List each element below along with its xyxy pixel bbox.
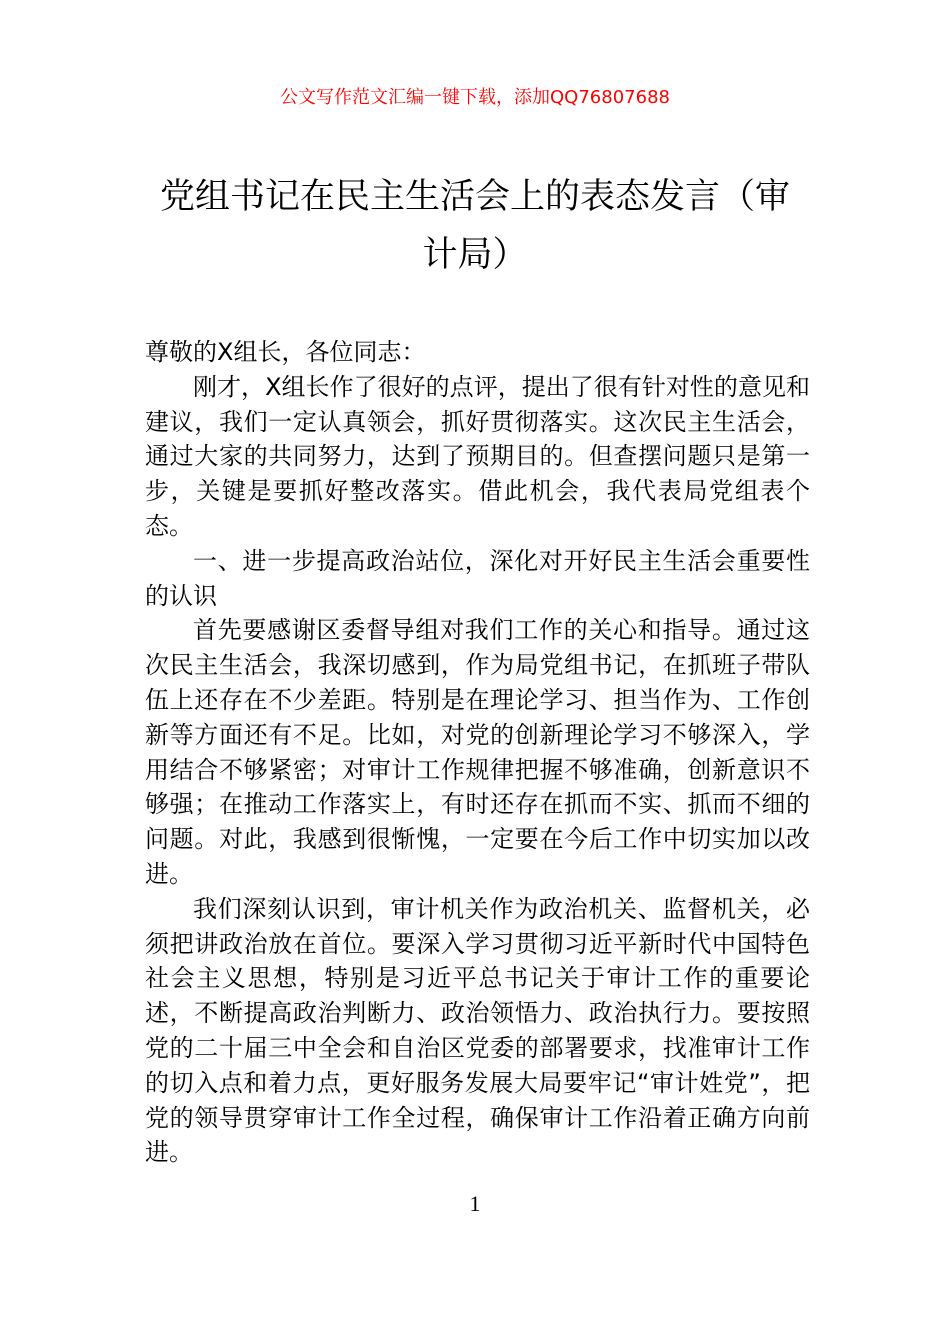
title-line-2: 计局） (422, 235, 528, 275)
body-paragraph: 我们深刻认识到，审计机关作为政治机关、监督机关，必须把讲政治放在首位。要深入学习贯彻习近平新时代中国特色社会主义思想，特别是习近平总书记关于审计工作的重要论述，不断提高政治判断力、政治领悟力、政治执行力。要按照党的二十届三中全会和自治区党委的部署要求，找准审计工作的切入点和着力点，更好服务发展大局要牢记“审计姓党”，把党的领导贯穿审计工作全过程，确保审计工作沿着正确方向前进。 (145, 894, 810, 1167)
body-paragraph: 首先要感谢区委督导组对我们工作的关心和指导。通过这次民主生活会，我深切感到，作为局党组书记，在抓班子带队伍上还存在不少差距。特别是在理论学习、担当作为、工作创新等方面还有不足。比如，对党的创新理论学习不够深入，学用结合不够紧密；对审计工作规律把握不够准确，创新意识不够强；在推动工作落实上，有时还存在抓而不实、抓而不细的问题。对此，我感到很惭愧，一定要在今后工作中切实加以改进。 (145, 616, 810, 888)
title-line-1: 党组书记在民主生活会上的表态发言（审 (159, 177, 790, 217)
document-body (145, 335, 810, 1170)
page-number: 1 (469, 1191, 481, 1216)
header-note: 公文写作范文汇编一键下载，添加QQ76807688 (280, 87, 670, 108)
page-title (140, 168, 810, 284)
section-heading: 一、进一步提高政治站位，深化对开好民主生活会重要性的认识 (145, 546, 810, 610)
body-paragraph: 刚才，X组长作了很好的点评，提出了很有针对性的意见和建议，我们一定认真领会，抓好贯彻落实。这次民主生活会，通过大家的共同努力，达到了预期目的。但查摆问题只是第一步，关键是要抓好整改落实。借此机会，我代表局党组表个态。 (145, 372, 810, 540)
salutation-paragraph: 尊敬的X组长，各位同志： (145, 338, 426, 366)
